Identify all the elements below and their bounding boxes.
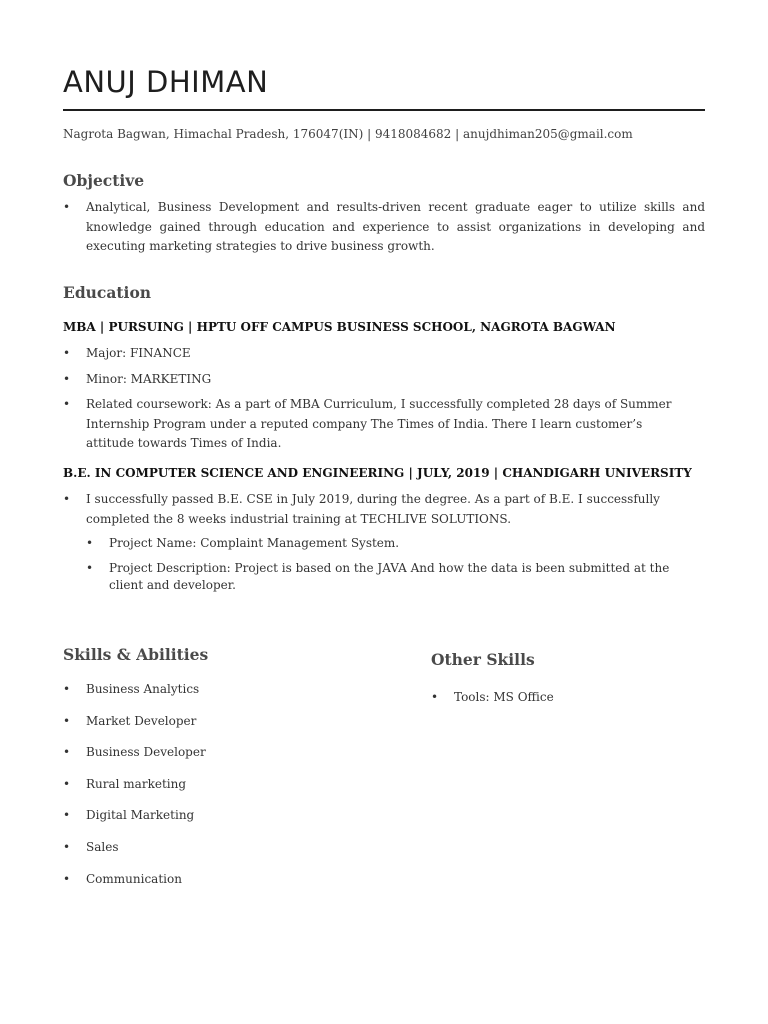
education-heading: Education [63,283,152,302]
mba-major: Major: FINANCE [86,346,191,360]
list-item [63,743,363,775]
mba-coursework: Related coursework: As a part of MBA Curriculum, I successfully completed 28 days of Summer Internship Program under a reputed company The Times of India. There I learn customer’s attitude towards Times of India. [86,397,672,450]
objective-heading: Objective [63,171,145,190]
mba-title: MBA | PURSUING | HPTU OFF CAMPUS BUSINESS SCHOOL, NAGROTA BAGWAN [63,320,616,334]
bullet-icon: • [63,200,71,214]
bullet-icon: • [63,397,71,411]
list-item [86,560,696,594]
bullet-icon: • [63,371,71,386]
skills-heading: Skills & Abilities [63,645,209,664]
project-description: Project Description: Project is based on the JAVA And how the data is been submitted at the client and developer. [109,561,670,592]
skill-item: Communication [86,871,182,886]
list-item [63,680,363,712]
skill-item: Business Developer [86,745,206,760]
resume-name: ANUJ DHIMAN [63,65,269,99]
skill-item: Sales [86,839,119,854]
contact-line: Nagrota Bagwan, Himachal Pradesh, 176047(IN) | 9418084682 | anujdhiman205@gmail.com [63,127,633,141]
list-item [63,490,705,529]
be-description: I successfully passed B.E. CSE in July 2019, during the degree. As a part of B.E. I successfully completed the 8 weeks industrial training at TECHLIVE SOLUTIONS. [86,492,660,526]
skills-list [63,680,363,901]
skill-item: Rural marketing [86,776,187,791]
bullet-icon: • [63,745,71,760]
project-list [86,535,696,594]
bullet-icon: • [86,561,94,575]
bullet-icon: • [86,536,94,550]
project-name: Project Name: Complaint Management System. [109,536,400,550]
bullet-icon: • [63,713,71,728]
bullet-icon: • [431,690,439,704]
list-item [63,198,705,257]
other-skills-list [431,688,711,708]
bullet-icon: • [63,808,71,823]
bullet-icon: • [63,346,71,360]
bullet-icon: • [63,839,71,854]
mba-minor: Minor: MARKETING [86,371,212,386]
skill-item: Digital Marketing [86,808,195,823]
list-item [431,688,711,708]
list-item [63,395,705,454]
list-item [86,535,696,552]
be-title: B.E. IN COMPUTER SCIENCE AND ENGINEERING | JULY, 2019 | CHANDIGARH UNIVERSITY [63,466,692,480]
other-skills-heading: Other Skills [431,650,535,669]
objective-text: Analytical, Business Development and results-driven recent graduate eager to utilize skills and knowledge gained through education and experience to assist organizations in developing and executing marketing strategies to drive business growth. [86,200,705,253]
other-skill-item: Tools: MS Office [454,690,554,704]
list-item [63,838,363,870]
skill-item: Business Analytics [86,682,200,696]
skill-item: Market Developer [86,713,197,728]
bullet-icon: • [63,492,71,506]
list-item [63,870,363,902]
objective-list [63,198,705,257]
list-item [63,344,705,364]
bullet-icon: • [63,682,71,696]
mba-list [63,344,705,454]
list-item [63,775,363,807]
be-list [63,490,705,529]
header-divider [63,109,705,111]
bullet-icon: • [63,871,71,886]
list-item [63,806,363,838]
bullet-icon: • [63,776,71,791]
list-item [63,370,705,390]
list-item [63,712,363,744]
